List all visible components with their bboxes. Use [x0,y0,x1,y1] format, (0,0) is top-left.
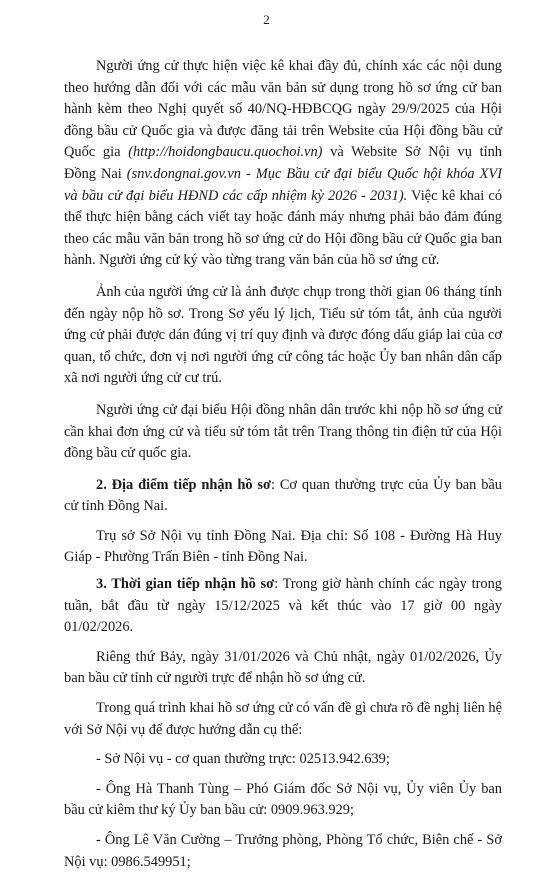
paragraph-text: và Website Sở Nội vụ tỉnh Đồng Nai [64,144,502,182]
section-3-submission-time [64,574,502,639]
section-2-submission-location [64,475,502,518]
paragraph-photo-requirements: Ảnh của người ứng cử là ảnh được chụp trong thời gian 06 tháng tính đến ngày nộp hồ sơ. Trong Sơ yếu lý lịch, Tiểu sử tóm tắt, ảnh của người ứng cử phải được dán đúng vị trí quy định và được đóng dấu giáp lai của cơ quan, tổ chức, đơn vị nơi người ứng cử công tác hoặc Ủy ban nhân dân cấp xã nơi người ứng cử cư trú. [64,283,502,387]
section-2-heading: 2. Địa điểm tiếp nhận hồ sơ [96,476,271,493]
section-2-text: : Cơ quan thường trực của Ủy ban bầu cử tỉnh Đồng Nai. [64,476,503,515]
section-3-text: : Trong giờ hành chính các ngày trong tuần, bắt đầu từ ngày 15/12/2025 và kết thúc vào 17 giờ 00 ngày 01/02/2026. [64,576,503,636]
contact-item: - Sở Nội vụ - cơ quan thường trực: 02513.942.639; [96,751,390,768]
contact-item: - Ông Hà Thanh Tùng – Phó Giám đốc Sở Nội vụ, Ủy viên Ủy ban bầu cử kiêm thư ký Ủy ban bầu cử: 0909.963.929; [64,780,502,819]
paragraph-text: Người ứng cử thực hiện việc kê khai đầy đủ, chính xác các nội dung theo hướng dẫn đối với các mẫu văn bản sử dụng trong hồ sơ ứng cử ban hành kèm theo Nghị quyết số 40/NQ-HĐBCQG ngày 29/9/2025 của Hội đồng bầu cử Quốc gia và được đăng tải trên Website của Hội đồng bầu cử Quốc gia [64,58,502,161]
paragraph-text: Việc kê khai có thể thực hiện bằng cách viết tay hoặc đánh máy nhưng phải bảo đảm đúng theo các mẫu văn bản trong hồ sơ ứng cử do Hội đồng bầu cử Quốc gia ban hành. Người ứng cử ký vào từng trang văn bản của hồ sơ ứng cử. [64,187,503,269]
paragraph-declaration-guidance [64,56,502,272]
contact-item: - Ông Lê Văn Cường – Trưởng phòng, Phòng Tổ chức, Biên chế - Sở Nội vụ: 0986.549951; [64,832,502,870]
section-3-heading: 3. Thời gian tiếp nhận hồ sơ [96,576,275,593]
page-number: 2 [263,12,270,27]
link-snv-dongnai: (snv.dongnai.gov.vn - Mục Bầu cử đại biểu Quốc hội khóa XVI và bầu cử đại biểu HĐND các cấp nhiệm kỳ 2026 - 2031). [64,165,502,204]
link-hoidongbaucu: (http://hoidongbaucu.quochoi.vn) [128,144,323,161]
paragraph-online-declaration: Người ứng cử đại biểu Hội đồng nhân dân trước khi nộp hồ sơ ứng cử cần khai đơn ứng cử và tiểu sử tóm tắt trên Trang thông tin điện tử của Hội đồng bầu cử quốc gia. [64,401,502,462]
document-body [64,56,502,873]
paragraph-office-address: Trụ sở Sở Nội vụ tỉnh Đồng Nai. Địa chỉ: Số 108 - Đường Hà Huy Giáp - Phường Trấn Biên - tỉnh Đồng Nai. [64,527,502,566]
paragraph-weekend-schedule: Riêng thứ Bảy, ngày 31/01/2026 và Chủ nhật, ngày 01/02/2026, Ủy ban bầu cử tỉnh cử người trực để nhận hồ sơ ứng cử. [64,648,502,687]
paragraph-contact-intro: Trong quá trình khai hồ sơ ứng cử có vấn đề gì chưa rõ đề nghị liên hệ với Sở Nội vụ để được hướng dẫn cụ thể: [64,700,502,738]
